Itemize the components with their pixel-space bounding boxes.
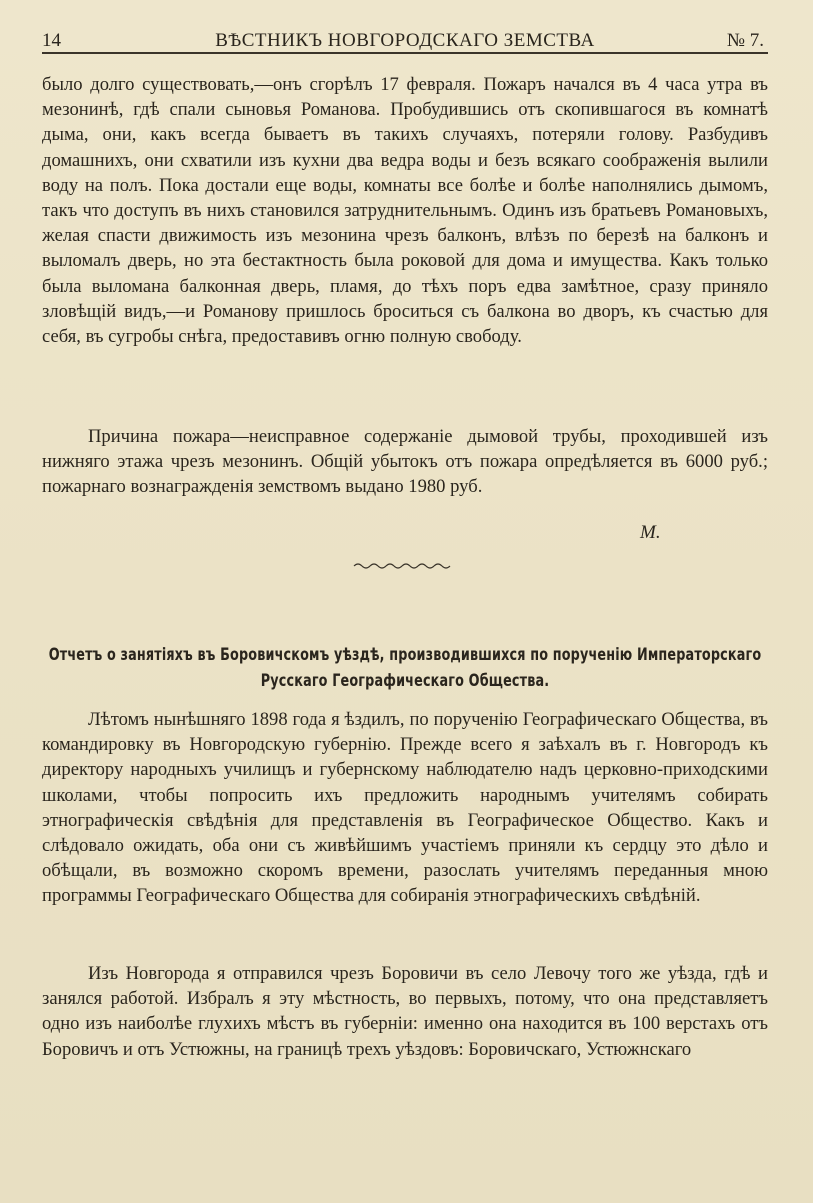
section-divider-ornament: [352, 560, 452, 570]
issue-number: № 7.: [726, 30, 764, 51]
author-signature: М.: [640, 522, 661, 543]
page-number: 14: [42, 30, 61, 51]
journal-title: ВѢСТНИКЪ НОВГОРОДСКАГО ЗЕМСТВА: [215, 30, 595, 51]
article-paragraph-1: было долго существовать,—онъ сгорѣлъ 17 февраля. Пожаръ начался въ 4 часа утра въ мезонинѣ, гдѣ спали сыновья Романова. Пробудившись отъ скопившагося въ комнатѣ дыма, они, какъ всегда бываетъ въ такихъ случаяхъ, потеряли голову. Разбудивъ домашнихъ, они схватили изъ кухни два ведра воды и безъ всякаго соображенія вылили воду на полъ. Пока достали еще воды, комнаты все болѣе и болѣе наполнялись дымомъ, такъ что доступъ въ нихъ становился затруднительнымъ. Одинъ изъ братьевъ Романовыхъ, желая спасти движимость изъ мезонина чрезъ балконъ, влѣзъ по березѣ на балконъ и выломалъ дверь, но эта бестактность была роковой для дома и имущества. Какъ только была выломана балконная дверь, пламя, до тѣхъ поръ едва замѣтное, сразу приняло зловѣщій видъ,—и Романову пришлось броситься съ балкона во дворъ, къ счастью для себя, въ сугробы снѣга, предоставивъ огню полную свободу.: [42, 74, 768, 348]
running-header: [42, 28, 768, 54]
report-title: Отчетъ о занятіяхъ въ Боровичскомъ уѣздѣ, производившихся по порученію Императорскаго Русскаго Географическаго Общества.: [48, 645, 762, 690]
report-paragraph-1: Лѣтомъ нынѣшняго 1898 года я ѣздилъ, по порученію Географическаго Общества, въ командировку въ Новгородскую губернію. Прежде всего я заѣхалъ въ г. Новгородъ къ директору народныхъ училищъ и губернскому наблюдателю надъ церковно-приходскими школами, чтобы попросить ихъ предложить народнымъ учителямъ собирать этнографическія свѣдѣнія для представленія въ Географическое Общество. Какъ и слѣдовало ожидать, оба они съ живѣйшимъ участіемъ приняли къ сердцу это дѣло и обѣщали, въ возможно скоромъ времени, разослать учителямъ переданныя мною программы Географическаго Общества для собиранія этнографическихъ свѣдѣній.: [42, 709, 768, 907]
header-rule: [42, 52, 768, 54]
report-paragraph-2: Изъ Новгорода я отправился чрезъ Боровичи въ село Левочу того же уѣзда, гдѣ и занялся работой. Избралъ я эту мѣстность, во первыхъ, потому, что она представляетъ одно изъ наиболѣе глухихъ мѣстъ въ губерніи: именно она находится въ 100 верстахъ отъ Боровичъ и отъ Устюжны, на границѣ трехъ уѣздовъ: Боровичскаго, Устюжнскаго: [42, 963, 768, 1060]
article-paragraph-2: Причина пожара—неисправное содержаніе дымовой трубы, проходившей изъ нижняго этажа чрезъ мезонинъ. Общій убытокъ отъ пожара опредѣляется въ 6000 руб.; пожарнаго вознагражденія земствомъ выдано 1980 руб.: [42, 426, 768, 498]
